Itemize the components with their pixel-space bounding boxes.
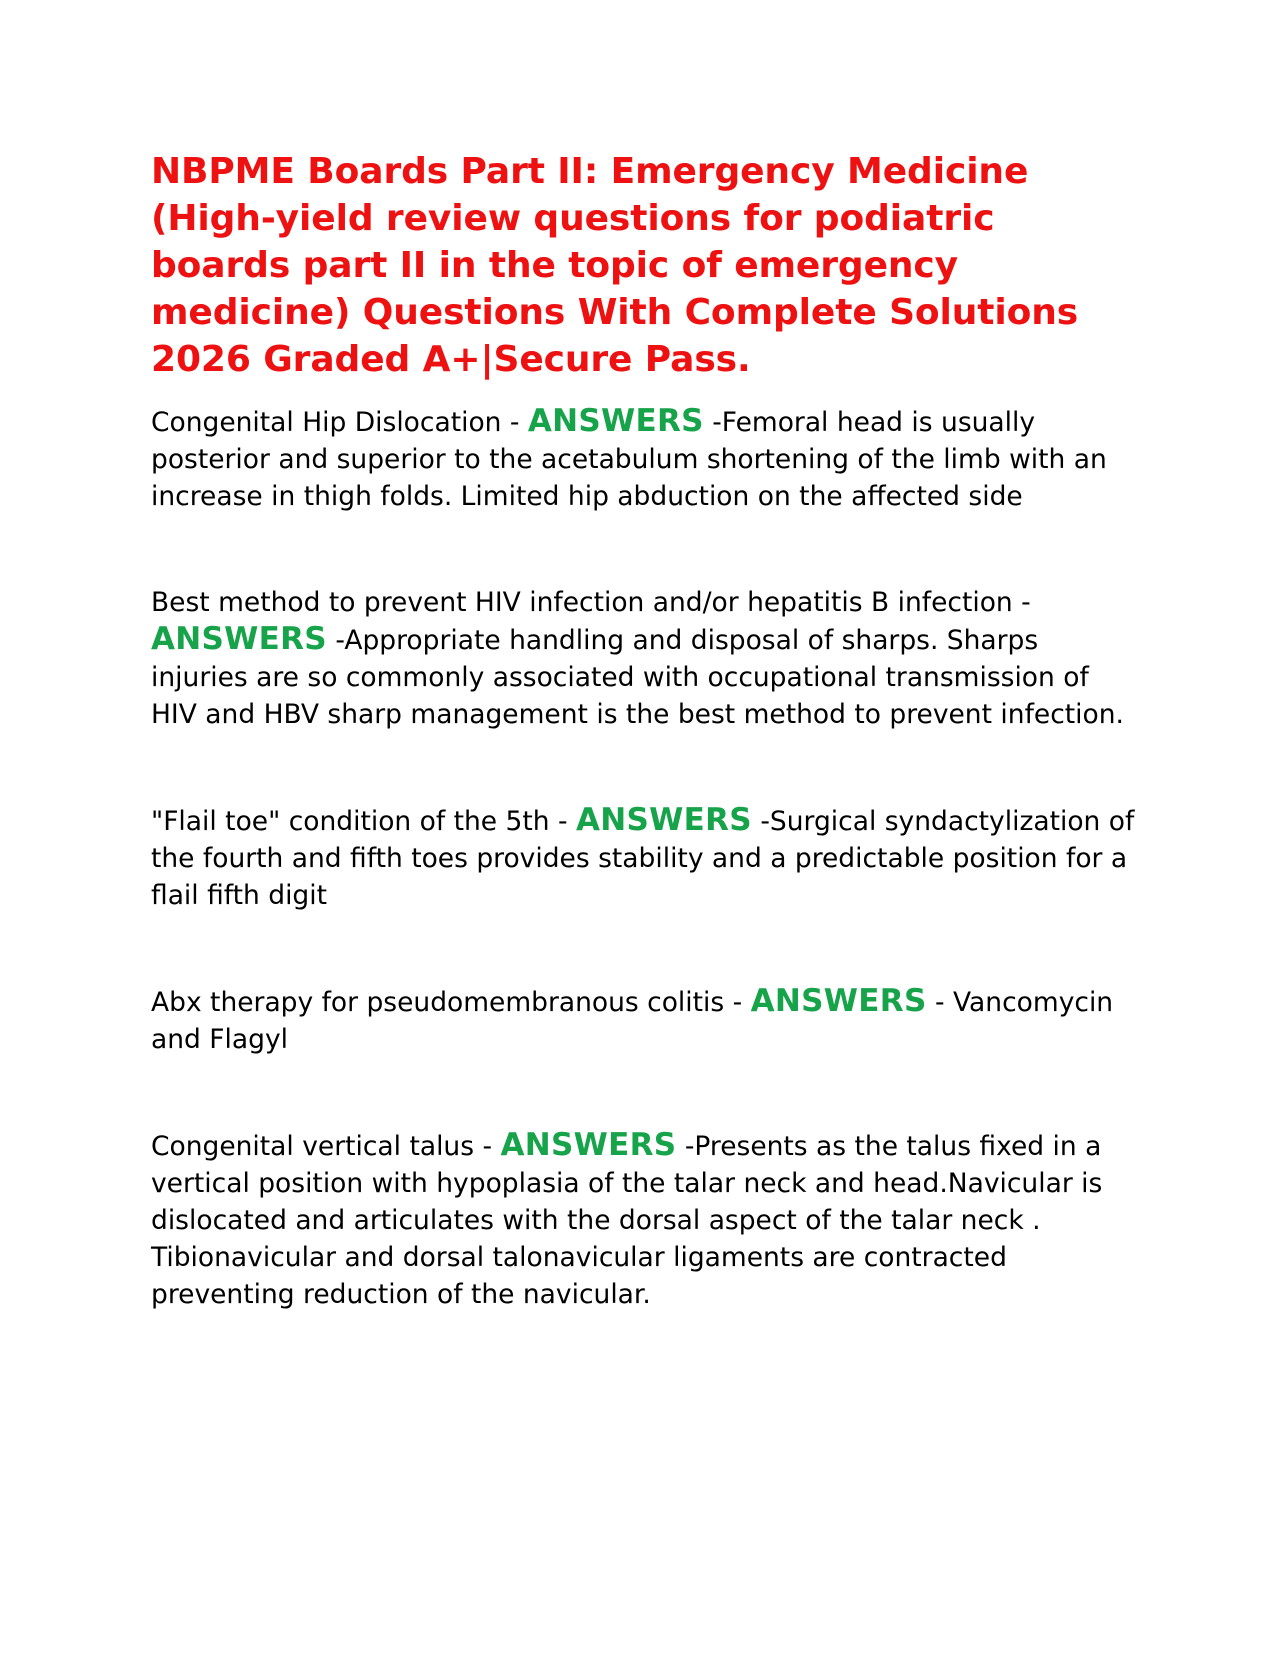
question-text: "Flail toe" condition of the 5th -	[151, 806, 576, 837]
question-text: Congenital vertical talus -	[151, 1131, 501, 1162]
answer-text: -Surgical syndactylization of the fourth and fifth toes provides stability and a predictable position for a flail fifth digit	[151, 806, 1135, 911]
document-title: NBPME Boards Part II: Emergency Medicine (High-yield review questions for podiatric boards part II in the topic of emergency medicine) Questions With Complete Solutions 2026 Graded A+|Secure Pass.	[151, 151, 1079, 380]
qa-entry	[151, 403, 1141, 515]
question-text: Best method to prevent HIV infection and/or hepatitis B infection -	[151, 587, 1031, 618]
qa-entry	[151, 584, 1141, 733]
answer-text: -Appropriate handling and disposal of sharps. Sharps injuries are so commonly associated with occupational transmission of HIV and HBV sharp management is the best method to prevent infection.	[151, 625, 1124, 730]
question-text: Abx therapy for pseudomembranous colitis -	[151, 987, 751, 1018]
answer-text: -Presents as the talus fixed in a vertical position with hypoplasia of the talar neck and head.Navicular is dislocated and articulates with the dorsal aspect of the talar neck . Tibionavicular and dorsal talonavicular ligaments are contracted preventing reduction of the navicular.	[151, 1131, 1103, 1310]
document-content	[151, 148, 1141, 1313]
answers-label: ANSWERS	[575, 802, 752, 838]
qa-entry	[151, 1127, 1141, 1313]
qa-entry	[151, 983, 1141, 1058]
answers-label: ANSWERS	[527, 403, 704, 439]
answer-text: - Vancomycin and Flagyl	[151, 987, 1114, 1055]
qa-entry	[151, 802, 1141, 914]
answers-label: ANSWERS	[151, 621, 327, 657]
answers-label: ANSWERS	[500, 1127, 677, 1163]
answer-text: -Femoral head is usually posterior and superior to the acetabulum shortening of the limb with an increase in thigh folds. Limited hip abduction on the affected side	[151, 407, 1107, 512]
answers-label: ANSWERS	[750, 983, 927, 1019]
question-text: Congenital Hip Dislocation -	[151, 407, 528, 438]
